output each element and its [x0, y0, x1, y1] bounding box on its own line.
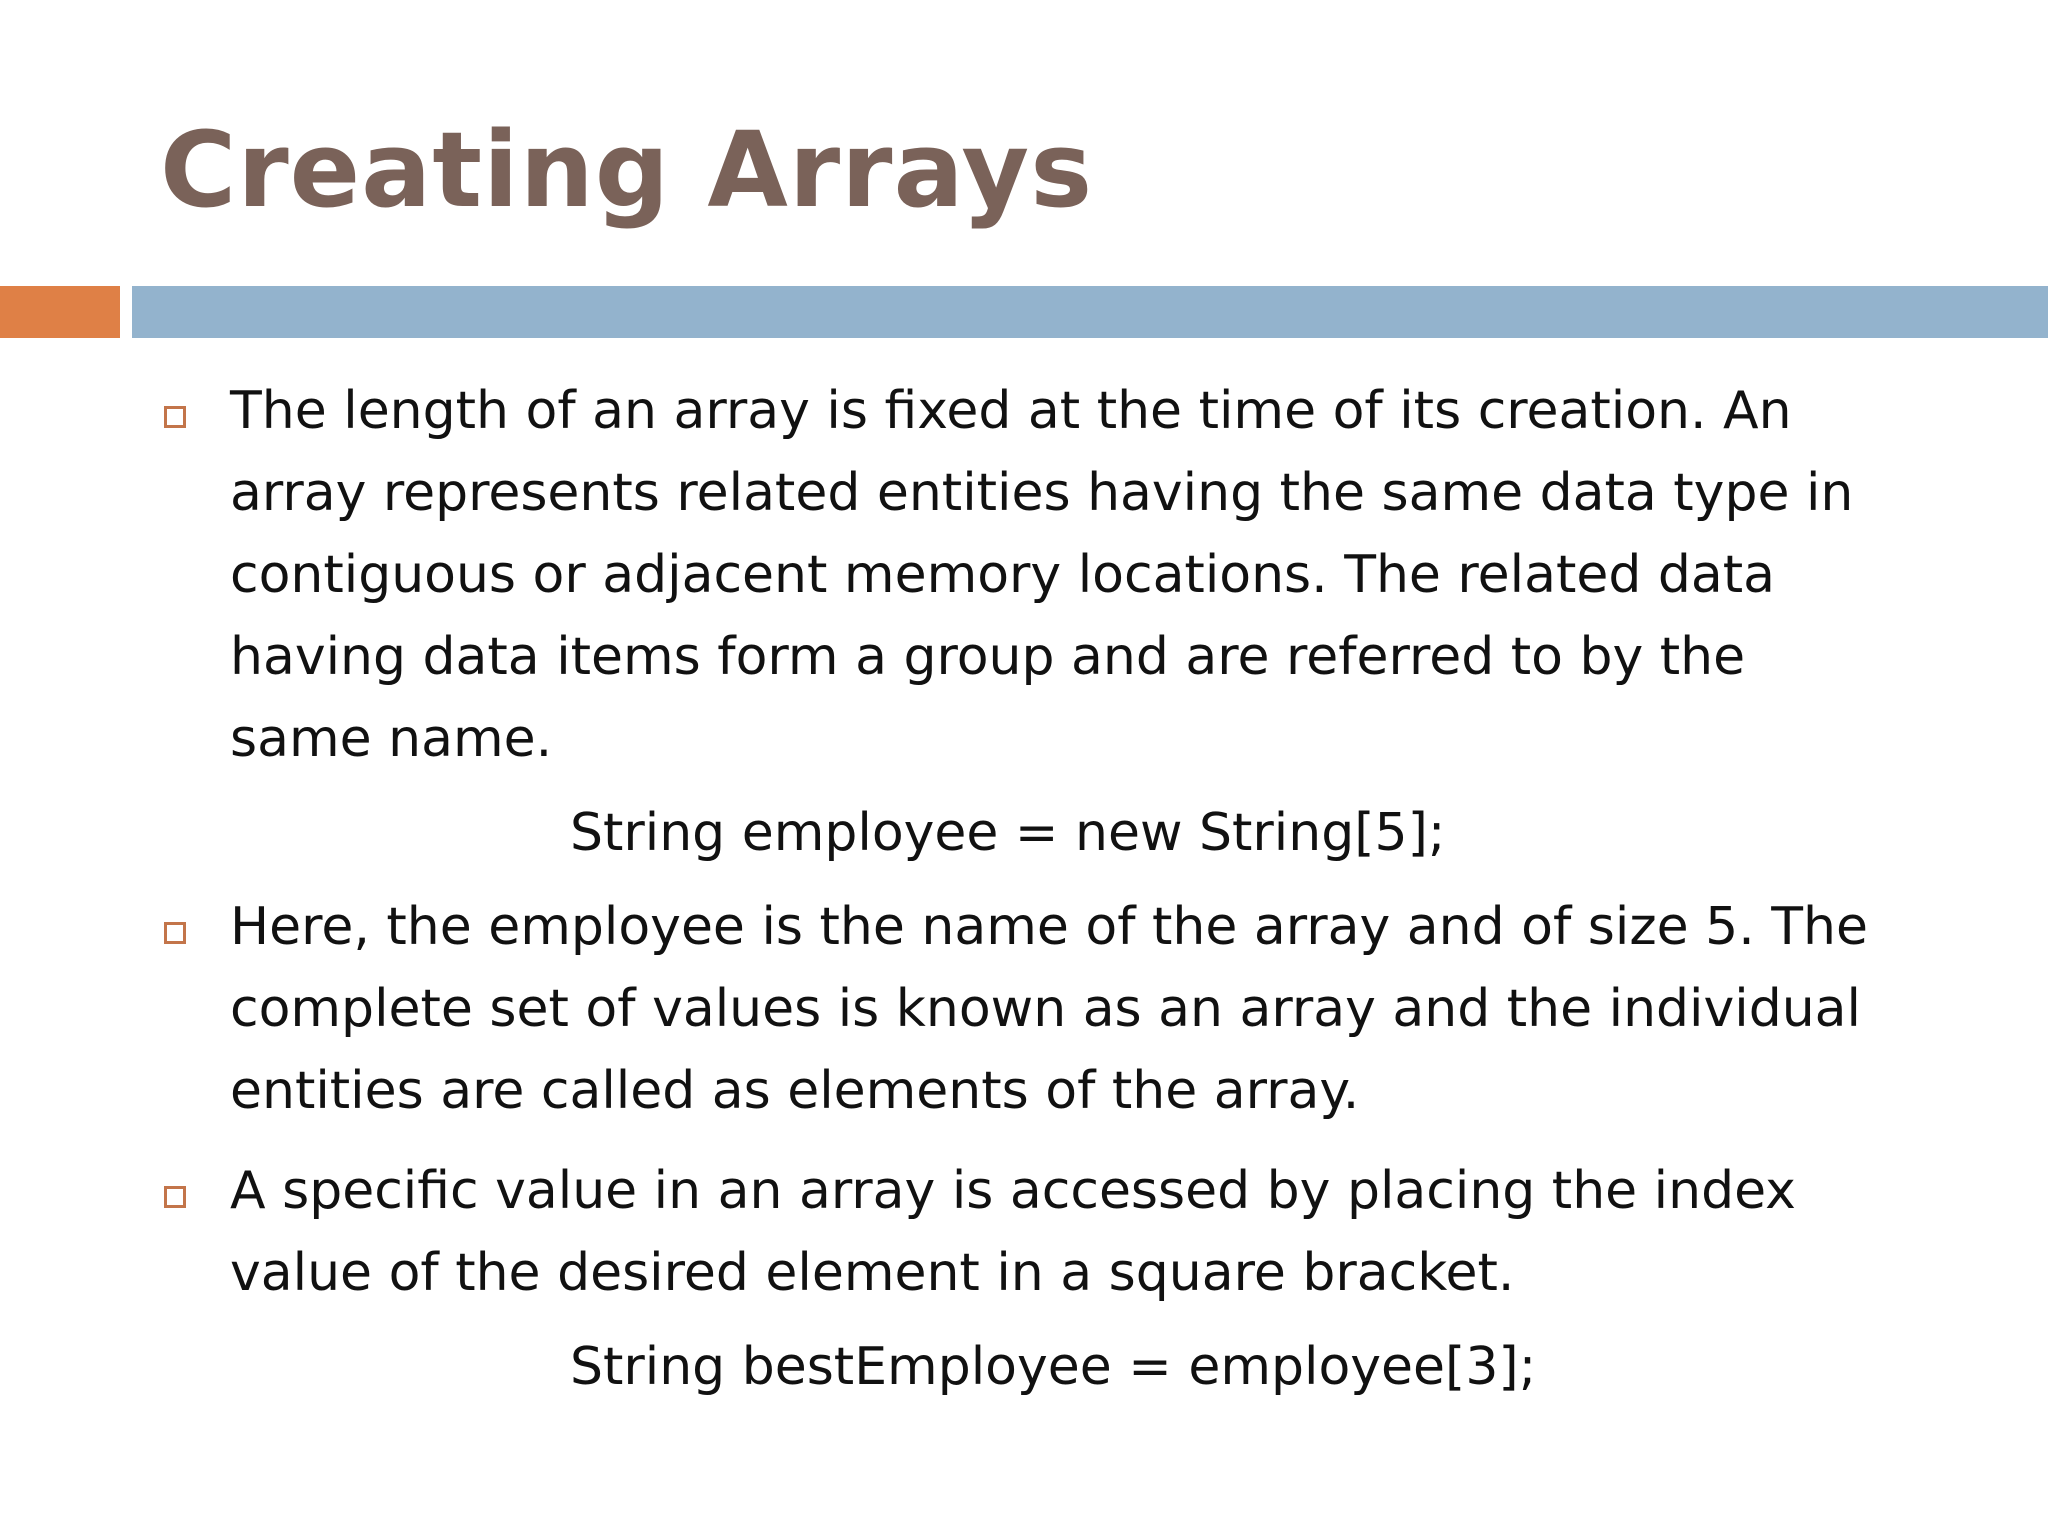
bullet-item-3: [160, 1150, 1960, 1314]
bullet-text: Here, the employee is the name of the array and of size 5. The complete set of values is known as an array and the individual entities are called as elements of the array.: [230, 897, 1868, 1121]
square-bullet-icon: [164, 922, 186, 944]
code-example-1: String employee = new String[5];: [570, 803, 1446, 863]
bullet-text: The length of an array is fixed at the time of its creation. An array represents related entities having the same data type in contiguous or adjacent memory locations. The related data having data items form a group and are referred to by the same name.: [230, 381, 1854, 769]
title-accent-bar: [0, 286, 120, 338]
square-bullet-icon: [164, 1186, 186, 1208]
bullet-text: A specific value in an array is accessed by placing the index value of the desired element in a square bracket.: [230, 1161, 1796, 1303]
title-divider-bar: [132, 286, 2048, 338]
bullet-item-1: [160, 370, 1960, 780]
bullet-item-2: [160, 886, 1960, 1132]
slide-body: [160, 370, 1960, 1408]
square-bullet-icon: [164, 406, 186, 428]
code-example-2: String bestEmployee = employee[3];: [570, 1337, 1537, 1397]
slide-title: Creating Arrays: [160, 109, 1094, 231]
